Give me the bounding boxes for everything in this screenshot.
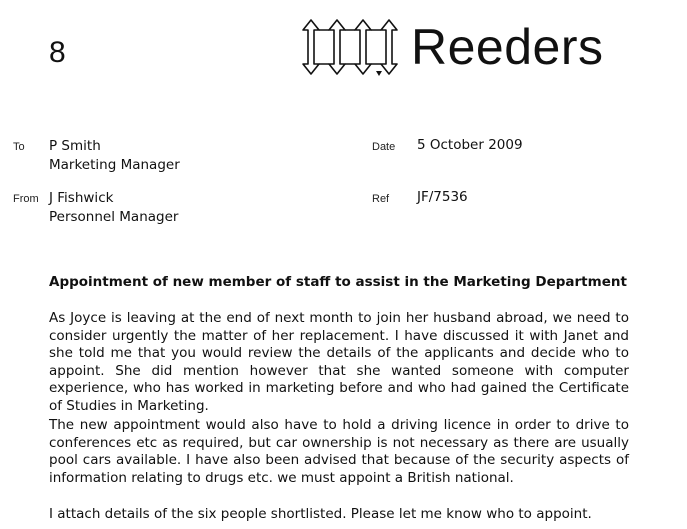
date-label: Date	[372, 141, 396, 153]
logo-arrows-icon	[298, 16, 410, 78]
body-paragraph-1: As Joyce is leaving at the end of next month to join her husband abroad, we need to consider urgently the matter of her replacement. I have discussed it with Janet and she told me that you would review the details of the applicants and decide who to appoint. She did mention however that she wanted someone with computer experience, who has worked in marketing before and who had gained the Certificate of Studies in Marketing.	[49, 310, 629, 414]
from-title: Personnel Manager	[49, 209, 179, 225]
ref-value: JF/7536	[417, 189, 468, 205]
from-label: From	[13, 193, 39, 205]
from-name: J Fishwick	[49, 190, 114, 206]
ref-label: Ref	[372, 193, 390, 205]
body-paragraph-2: The new appointment would also have to hold a driving licence in order to drive to conferences etc as required, but car ownership is not necessary as there are usually pool cars available. I have also been advised that because of the security aspects of information relating to drugs etc. we must appoint a British national.	[49, 417, 629, 486]
memo-subject: Appointment of new member of staff to assist in the Marketing Department	[49, 274, 627, 290]
page-number: 8	[49, 36, 66, 69]
to-title: Marketing Manager	[49, 157, 180, 173]
to-name: P Smith	[49, 138, 101, 154]
date-value: 5 October 2009	[417, 137, 523, 153]
to-label: To	[13, 141, 25, 153]
company-logo	[298, 16, 604, 78]
body-paragraph-3: I attach details of the six people shortlisted. Please let me know who to appoint.	[49, 506, 592, 522]
logo-text: Reeders	[411, 19, 604, 75]
